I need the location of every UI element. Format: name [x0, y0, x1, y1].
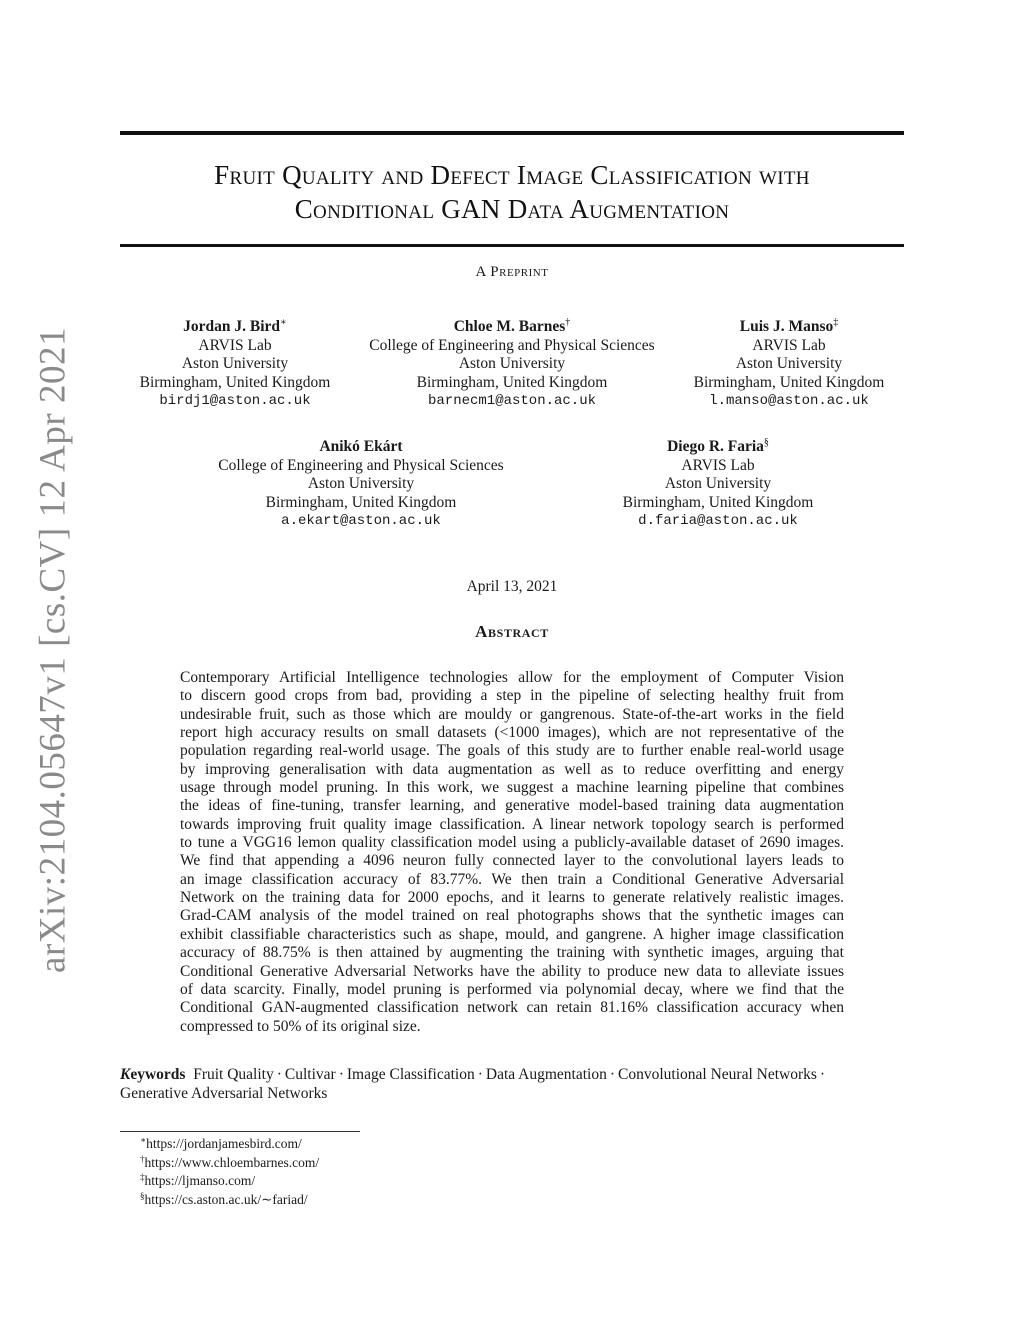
keyword-item: Cultivar	[284, 1066, 336, 1083]
footnote-link[interactable]: https://www.chloembarnes.com/	[144, 1154, 320, 1170]
author-footnote-mark: §	[763, 437, 769, 448]
author-block-barnes	[350, 318, 674, 411]
abstract-line: undesirable fruit, such as those which are mouldy or gangrenous. State-of-the-art works in the field	[180, 705, 844, 723]
abstract-line: to discern good crops from bad, providing a step in the pipeline of selecting healthy fruit from	[180, 687, 844, 705]
keyword-item: Convolutional Neural Networks	[618, 1066, 817, 1083]
title-top-rule	[120, 131, 904, 135]
author-name: Chloe M. Barnes	[453, 318, 566, 335]
keyword-separator: ·	[276, 1066, 282, 1083]
author-affiliation: ARVIS Lab	[752, 336, 826, 354]
author-affiliation: ARVIS Lab	[198, 336, 272, 354]
abstract-heading: Abstract	[475, 622, 549, 641]
arxiv-identifier-stamp: arXiv:2104.05647v1 [cs.CV] 12 Apr 2021	[32, 327, 74, 973]
abstract-line: towards improving fruit quality image classification. A linear network topology search is performed	[180, 815, 844, 833]
author-block-ekart	[200, 438, 522, 531]
abstract-line: usage through model pruning. In this work, we suggest a machine learning pipeline that combines	[180, 779, 844, 797]
author-footnote-mark: ∗	[280, 317, 287, 328]
abstract-body	[180, 669, 844, 1036]
author-affiliation: College of Engineering and Physical Sciences	[369, 336, 655, 354]
abstract-line: the ideas of fine-tuning, transfer learning, and generative model-based training data augmentation	[180, 797, 844, 815]
footnote-mark: †	[140, 1153, 145, 1164]
author-block-bird	[120, 318, 350, 411]
author-email: a.ekart@aston.ac.uk	[281, 513, 441, 529]
author-institution: Aston University	[458, 355, 566, 372]
abstract-line: Network on the training data for 2000 epochs, and it learns to generate relatively realistic images.	[180, 889, 844, 907]
abstract-line: accuracy of 88.75% is then attained by augmenting the training with synthetic images, arguing that	[180, 944, 844, 962]
abstract-line: to tune a VGG16 lemon quality classification model using a publicly-available dataset of 2690 images.	[180, 834, 844, 852]
author-email: birdj1@aston.ac.uk	[159, 393, 311, 409]
keywords-label	[120, 1066, 185, 1083]
author-email: barnecm1@aston.ac.uk	[427, 393, 597, 409]
footnote-link[interactable]: https://jordanjamesbird.com/	[146, 1136, 302, 1151]
author-block-faria	[598, 438, 838, 531]
abstract-line: We find that appending a 4096 neuron fully connected layer to the convolutional layers leads to	[180, 852, 844, 870]
abstract-line: by improving generalisation with data augmentation as well as to reduce overfitting and energy	[180, 760, 844, 778]
footnotes	[140, 1135, 319, 1209]
author-location: Birmingham, United Kingdom	[622, 493, 814, 511]
publication-date: April 13, 2021	[466, 578, 558, 595]
paper-title-line-2: Conditional GAN Data Augmentation	[294, 194, 730, 224]
author-footnote-mark: ‡	[833, 317, 839, 328]
author-institution: Aston University	[664, 475, 772, 492]
footnote-item	[140, 1135, 319, 1154]
abstract-line: exhibit classifiable characteristics such as shape, mould, and gangrene. A higher image classification	[180, 925, 844, 943]
footnote-mark: §	[140, 1190, 145, 1201]
footnote-mark: ‡	[140, 1172, 145, 1182]
author-block-manso	[674, 318, 904, 411]
keyword-separator: ·	[819, 1066, 826, 1083]
author-institution: Aston University	[181, 355, 289, 372]
keyword-item: Image Classification	[346, 1066, 475, 1083]
keyword-separator: ·	[609, 1066, 616, 1083]
footnote-item	[140, 1154, 319, 1173]
author-affiliation: College of Engineering and Physical Sciences	[218, 456, 504, 474]
author-institution: Aston University	[307, 475, 415, 492]
paper-title-line-1: Fruit Quality and Defect Image Classification with	[214, 160, 810, 190]
footnote-divider	[120, 1131, 360, 1132]
author-location: Birmingham, United Kingdom	[693, 373, 885, 391]
abstract-line: Contemporary Artificial Intelligence technologies allow for the employment of Computer Vision	[180, 669, 844, 686]
footnote-mark: ∗	[140, 1135, 147, 1145]
abstract-line: Grad-CAM analysis of the model trained on real photographs shows that the synthetic images can	[180, 907, 844, 925]
abstract-line: an image classification accuracy of 83.77%. We then train a Conditional Generative Adversarial	[180, 870, 844, 888]
author-email: d.faria@aston.ac.uk	[638, 513, 798, 529]
keywords-label-initial: K	[120, 1066, 131, 1083]
keyword-item: Data Augmentation	[485, 1066, 607, 1083]
abstract-line: compressed to 50% of its original size.	[180, 1017, 421, 1035]
keyword-item: Generative Adversarial Networks	[120, 1084, 328, 1102]
author-name: Diego R. Faria	[667, 438, 764, 455]
author-affiliation: ARVIS Lab	[681, 456, 755, 474]
author-footnote-mark: †	[565, 317, 571, 328]
keywords-section	[120, 1066, 904, 1103]
footnote-link[interactable]: https://ljmanso.com/	[144, 1173, 256, 1188]
keyword-item: Fruit Quality	[193, 1066, 274, 1083]
author-location: Birmingham, United Kingdom	[265, 493, 457, 511]
footnote-item	[140, 1191, 319, 1210]
author-location: Birmingham, United Kingdom	[139, 373, 331, 391]
abstract-line: of data scarcity. Finally, model pruning is performed via polynomial decay, where we find that the	[180, 980, 844, 998]
abstract-line: Conditional Generative Adversarial Networks have the ability to produce new data to alleviate issues	[180, 962, 844, 980]
footnote-link[interactable]: https://cs.aston.ac.uk/∼fariad/	[144, 1191, 308, 1207]
author-location: Birmingham, United Kingdom	[416, 373, 608, 391]
paper-title	[120, 158, 904, 226]
abstract-line: population regarding real-world usage. The goals of this study are to further enable real-world usage	[180, 742, 844, 760]
keyword-separator: ·	[477, 1066, 483, 1083]
preprint-label: A Preprint	[475, 264, 549, 280]
title-bottom-rule	[120, 244, 904, 247]
author-email: l.manso@aston.ac.uk	[709, 393, 869, 409]
abstract-line: report high accuracy results on small datasets (<1000 images), which are not representative of the	[180, 724, 844, 742]
author-name: Jordan J. Bird	[183, 318, 281, 335]
keyword-separator: ·	[338, 1066, 344, 1083]
keywords-label-rest: eywords	[130, 1066, 186, 1083]
author-name: Luis J. Manso	[739, 318, 834, 335]
footnote-item	[140, 1172, 319, 1191]
author-name: Anikó Ekárt	[319, 438, 403, 455]
author-institution: Aston University	[735, 355, 843, 372]
abstract-line: Conditional GAN-augmented classification network can retain 81.16% classification accuracy when	[180, 999, 844, 1017]
